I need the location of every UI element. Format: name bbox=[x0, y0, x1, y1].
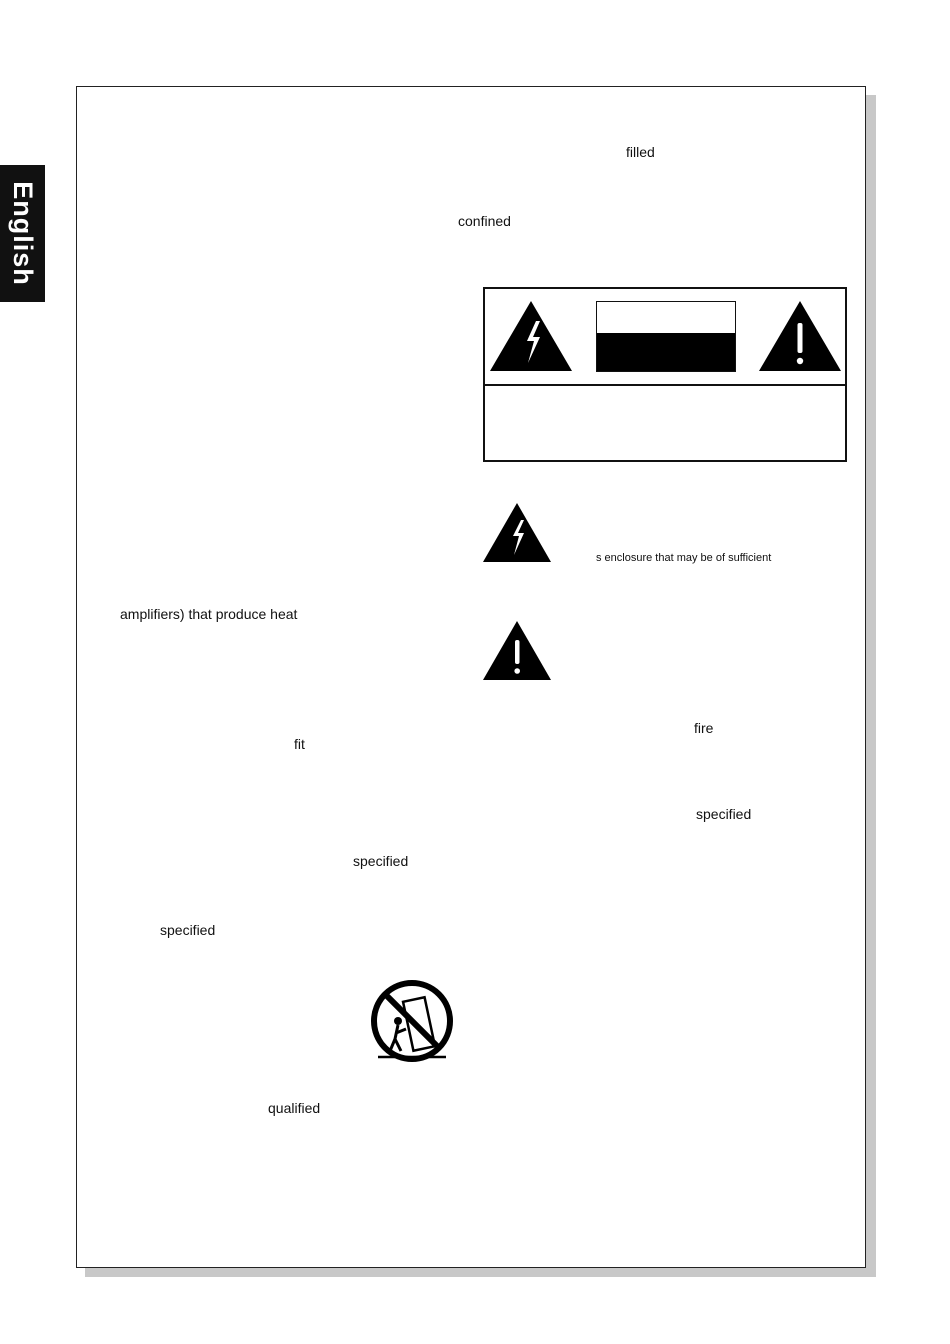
cart-warning-icon bbox=[368, 977, 456, 1065]
text-fire: fire bbox=[694, 720, 714, 736]
lightning-triangle-icon bbox=[490, 301, 572, 373]
exclamation-triangle-icon bbox=[483, 621, 551, 681]
text-specified-1: specified bbox=[353, 853, 409, 869]
text-confined: confined bbox=[458, 213, 511, 229]
text-qualified: qualified bbox=[268, 1100, 321, 1116]
language-tab bbox=[0, 165, 45, 302]
caution-divider bbox=[485, 384, 845, 386]
text-enclosure: s enclosure that may be of sufficient bbox=[596, 552, 772, 564]
caution-label bbox=[596, 301, 736, 372]
lightning-triangle-icon bbox=[483, 503, 551, 563]
text-specified-2: specified bbox=[160, 922, 216, 938]
exclamation-triangle-icon bbox=[759, 301, 841, 373]
text-amplifiers: amplifiers) that produce heat bbox=[120, 606, 298, 622]
text-filled: filled bbox=[626, 144, 655, 160]
caution-label-bar bbox=[597, 333, 735, 371]
caution-box bbox=[483, 287, 847, 462]
text-fit: fit bbox=[294, 736, 305, 752]
text-specified-3: specified bbox=[696, 806, 752, 822]
manual-page bbox=[76, 86, 866, 1268]
language-tab-label: English bbox=[8, 181, 39, 286]
